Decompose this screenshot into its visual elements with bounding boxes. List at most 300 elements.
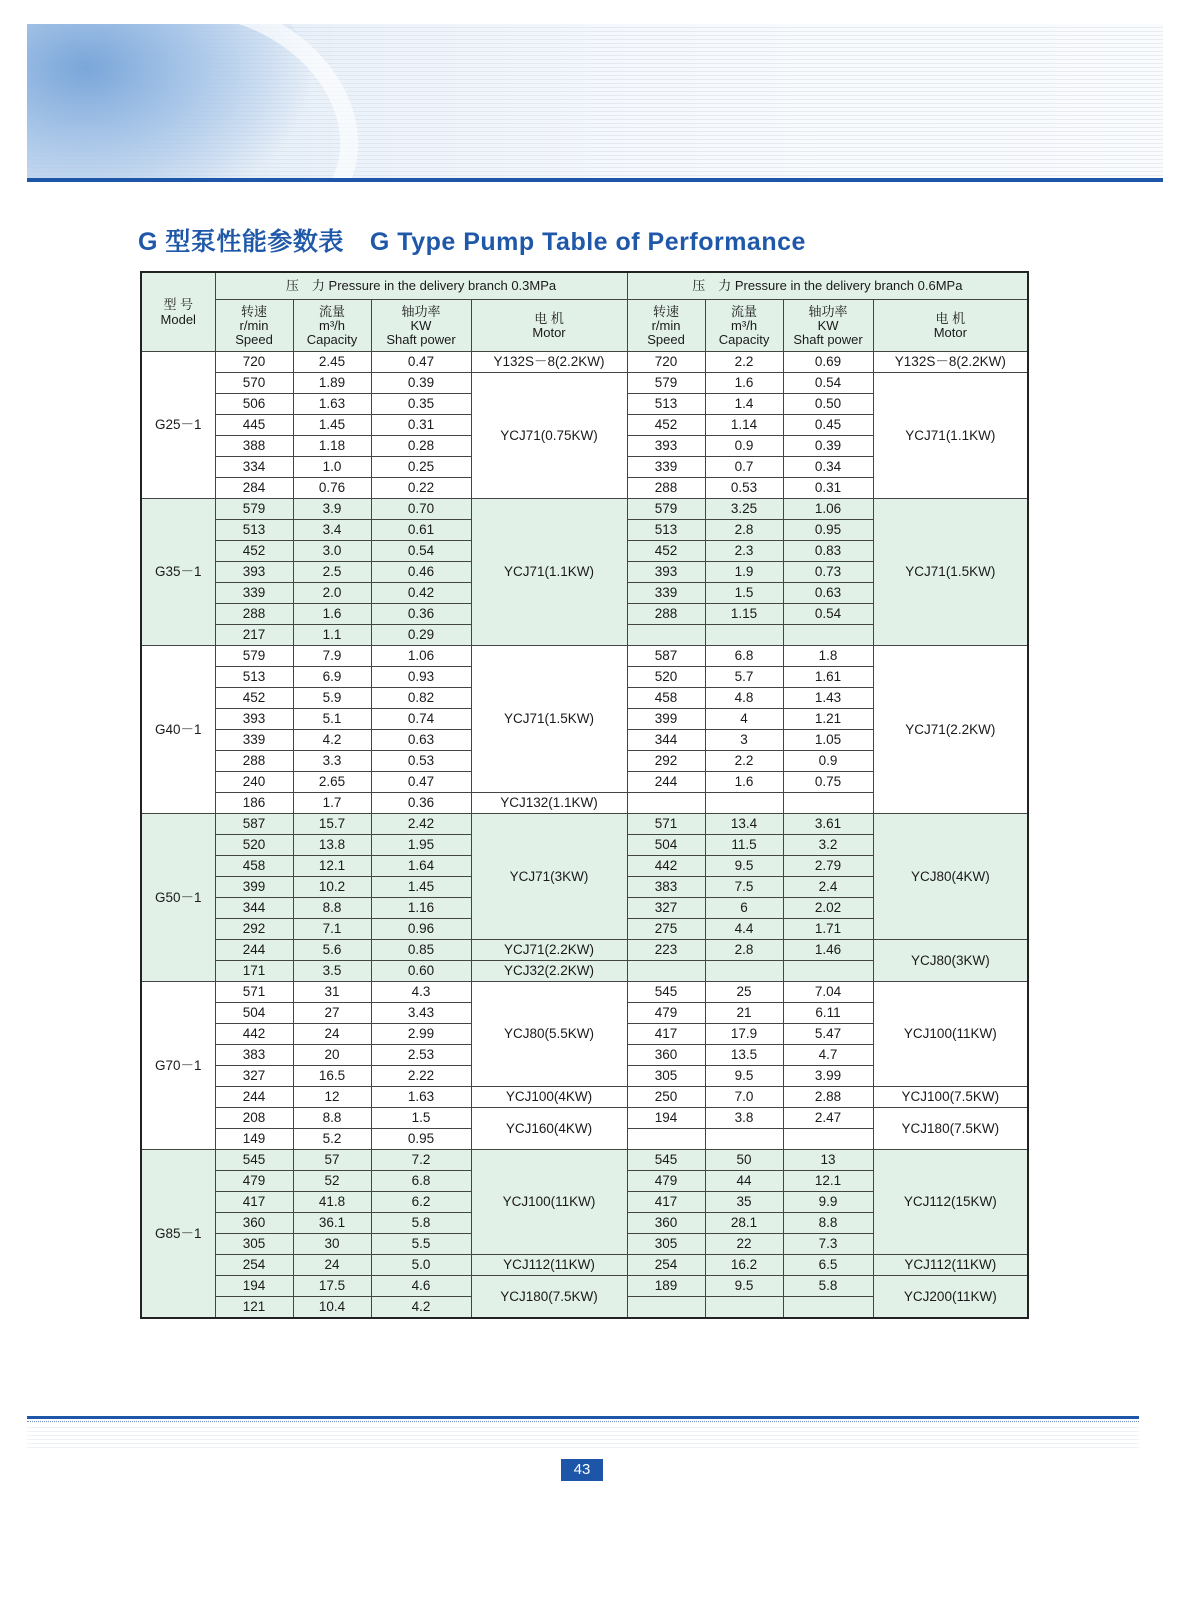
speed-cell: 240 [215,772,293,793]
capacity-cell: 6.9 [293,667,371,688]
capacity-cell: 3.5 [293,961,371,982]
speed-cell: 520 [215,835,293,856]
capacity-cell: 16.2 [705,1255,783,1276]
speed-cell: 442 [627,856,705,877]
capacity-cell: 17.9 [705,1024,783,1045]
speed-cell: 417 [627,1024,705,1045]
shaft-power-cell: 2.79 [783,856,873,877]
shaft-power-cell: 0.60 [371,961,471,982]
capacity-cell: 22 [705,1234,783,1255]
capacity-cell: 27 [293,1003,371,1024]
speed-cell: 393 [627,436,705,457]
capacity-cell [705,1129,783,1150]
shaft-power-cell: 1.16 [371,898,471,919]
speed-cell: 452 [215,541,293,562]
shaft-power-cell: 5.5 [371,1234,471,1255]
capacity-cell: 2.8 [705,520,783,541]
capacity-cell: 4.4 [705,919,783,940]
capacity-cell: 28.1 [705,1213,783,1234]
speed-cell: 393 [215,709,293,730]
shaft-power-cell: 0.54 [371,541,471,562]
shaft-power-cell: 4.7 [783,1045,873,1066]
speed-cell: 452 [215,688,293,709]
capacity-cell: 4.2 [293,730,371,751]
shaft-power-cell: 0.45 [783,415,873,436]
motor-cell: YCJ100(11KW) [471,1150,627,1255]
shaft-power-cell: 7.2 [371,1150,471,1171]
shaft-power-header: 轴功率 KW Shaft power [371,300,471,352]
shaft-power-cell: 0.31 [783,478,873,499]
speed-cell: 208 [215,1108,293,1129]
speed-cell: 360 [215,1213,293,1234]
motor-cell: YCJ132(1.1KW) [471,793,627,814]
pressure-header-03: 压 力 Pressure in the delivery branch 0.3MPa [215,272,627,300]
shaft-power-cell: 0.35 [371,394,471,415]
shaft-power-cell: 0.39 [783,436,873,457]
capacity-cell: 11.5 [705,835,783,856]
motor-cell: YCJ71(2.2KW) [471,940,627,961]
header-banner [27,24,1163,180]
motor-cell: YCJ200(11KW) [873,1276,1028,1319]
speed-cell: 339 [627,457,705,478]
shaft-power-cell: 2.4 [783,877,873,898]
footer-divider [27,1416,1139,1419]
speed-cell: 393 [627,562,705,583]
motor-cell: YCJ100(11KW) [873,982,1028,1087]
performance-table [140,271,1029,1319]
model-cell: G70－1 [141,982,215,1150]
model-cell: G25－1 [141,352,215,499]
motor-cell: YCJ71(3KW) [471,814,627,940]
pressure-header-06: 压 力 Pressure in the delivery branch 0.6MPa [627,272,1028,300]
speed-cell: 458 [627,688,705,709]
table-row [141,373,1028,394]
capacity-cell: 50 [705,1150,783,1171]
capacity-cell: 36.1 [293,1213,371,1234]
model-header [141,272,215,352]
capacity-cell: 1.18 [293,436,371,457]
capacity-cell: 1.7 [293,793,371,814]
capacity-cell [705,961,783,982]
shaft-power-cell: 0.22 [371,478,471,499]
shaft-power-cell: 0.29 [371,625,471,646]
speed-cell: 288 [627,604,705,625]
motor-header: 电 机 Motor [873,300,1028,352]
shaft-power-cell: 0.95 [371,1129,471,1150]
motor-cell: YCJ71(1.5KW) [873,499,1028,646]
shaft-power-cell: 0.83 [783,541,873,562]
speed-cell: 121 [215,1297,293,1319]
speed-cell: 579 [627,373,705,394]
shaft-power-cell: 1.71 [783,919,873,940]
speed-cell: 417 [215,1192,293,1213]
capacity-cell: 6.8 [705,646,783,667]
motor-header: 电 机 Motor [471,300,627,352]
capacity-cell: 25 [705,982,783,1003]
capacity-cell: 41.8 [293,1192,371,1213]
shaft-power-cell: 1.63 [371,1087,471,1108]
shaft-power-cell: 6.8 [371,1171,471,1192]
speed-cell: 189 [627,1276,705,1297]
speed-cell: 479 [627,1171,705,1192]
capacity-cell: 3.25 [705,499,783,520]
shaft-power-cell: 0.54 [783,604,873,625]
capacity-cell [705,1297,783,1319]
speed-cell: 254 [215,1255,293,1276]
shaft-power-cell: 0.70 [371,499,471,520]
speed-cell: 579 [627,499,705,520]
speed-header: 转速 r/min Speed [215,300,293,352]
speed-cell: 506 [215,394,293,415]
speed-cell: 442 [215,1024,293,1045]
capacity-cell: 1.1 [293,625,371,646]
speed-cell: 571 [215,982,293,1003]
shaft-power-cell [783,625,873,646]
shaft-power-cell: 4.6 [371,1276,471,1297]
shaft-power-cell: 0.63 [371,730,471,751]
speed-cell: 513 [627,394,705,415]
speed-cell: 388 [215,436,293,457]
shaft-power-cell: 1.21 [783,709,873,730]
speed-cell: 720 [627,352,705,373]
shaft-power-cell: 1.45 [371,877,471,898]
capacity-cell: 5.1 [293,709,371,730]
shaft-power-cell: 0.73 [783,562,873,583]
shaft-power-cell: 6.5 [783,1255,873,1276]
shaft-power-cell: 3.61 [783,814,873,835]
speed-cell: 452 [627,415,705,436]
capacity-cell: 31 [293,982,371,1003]
speed-cell: 545 [627,982,705,1003]
motor-cell: YCJ100(7.5KW) [873,1087,1028,1108]
speed-cell: 720 [215,352,293,373]
capacity-cell: 6 [705,898,783,919]
speed-cell [627,625,705,646]
speed-cell: 223 [627,940,705,961]
capacity-cell: 24 [293,1255,371,1276]
capacity-cell: 5.6 [293,940,371,961]
capacity-cell: 0.9 [705,436,783,457]
capacity-cell: 17.5 [293,1276,371,1297]
model-cell: G50－1 [141,814,215,982]
speed-cell: 339 [215,730,293,751]
speed-cell: 244 [627,772,705,793]
model-cell: G40－1 [141,646,215,814]
speed-cell: 417 [627,1192,705,1213]
capacity-cell: 1.6 [293,604,371,625]
shaft-power-cell: 7.3 [783,1234,873,1255]
table-row [141,352,1028,373]
capacity-cell: 2.5 [293,562,371,583]
speed-cell [627,1129,705,1150]
banner-divider [27,178,1163,182]
motor-cell: YCJ80(3KW) [873,940,1028,982]
capacity-cell: 1.5 [705,583,783,604]
table-row [141,982,1028,1003]
table-row [141,814,1028,835]
shaft-power-cell: 6.2 [371,1192,471,1213]
shaft-power-cell: 0.36 [371,604,471,625]
shaft-power-cell: 9.9 [783,1192,873,1213]
motor-cell: YCJ80(5.5KW) [471,982,627,1087]
speed-cell: 479 [627,1003,705,1024]
capacity-cell: 3.8 [705,1108,783,1129]
model-cell: G35－1 [141,499,215,646]
capacity-cell: 57 [293,1150,371,1171]
speed-cell: 513 [627,520,705,541]
speed-cell: 254 [627,1255,705,1276]
shaft-power-cell: 0.53 [371,751,471,772]
capacity-cell: 1.9 [705,562,783,583]
table-row [141,1255,1028,1276]
capacity-cell: 3.0 [293,541,371,562]
shaft-power-cell: 0.25 [371,457,471,478]
capacity-cell: 5.7 [705,667,783,688]
speed-cell: 244 [215,1087,293,1108]
shaft-power-cell: 5.8 [371,1213,471,1234]
speed-cell: 545 [627,1150,705,1171]
motor-cell: YCJ71(2.2KW) [873,646,1028,814]
capacity-cell: 5.2 [293,1129,371,1150]
capacity-cell: 8.8 [293,1108,371,1129]
capacity-cell: 24 [293,1024,371,1045]
speed-cell: 334 [215,457,293,478]
motor-cell: YCJ71(1.5KW) [471,646,627,793]
speed-cell: 579 [215,499,293,520]
speed-cell: 244 [215,940,293,961]
table-row [141,1276,1028,1297]
speed-cell: 587 [215,814,293,835]
shaft-power-cell: 0.96 [371,919,471,940]
shaft-power-cell: 0.39 [371,373,471,394]
speed-cell: 288 [215,751,293,772]
capacity-cell: 2.65 [293,772,371,793]
capacity-cell: 1.14 [705,415,783,436]
shaft-power-cell: 2.88 [783,1087,873,1108]
capacity-cell: 1.0 [293,457,371,478]
shaft-power-cell: 0.74 [371,709,471,730]
capacity-cell: 13.4 [705,814,783,835]
shaft-power-cell [783,961,873,982]
shaft-power-cell: 0.34 [783,457,873,478]
speed-cell: 452 [627,541,705,562]
speed-cell: 339 [215,583,293,604]
speed-cell: 360 [627,1045,705,1066]
table-row [141,1150,1028,1171]
speed-cell: 458 [215,856,293,877]
capacity-cell: 9.5 [705,1276,783,1297]
motor-cell: YCJ71(0.75KW) [471,373,627,499]
shaft-power-cell: 1.06 [783,499,873,520]
banner-arc-graphic [31,24,399,180]
capacity-cell: 2.45 [293,352,371,373]
shaft-power-cell: 2.47 [783,1108,873,1129]
shaft-power-cell: 2.53 [371,1045,471,1066]
shaft-power-cell: 1.43 [783,688,873,709]
capacity-cell: 1.63 [293,394,371,415]
speed-cell: 344 [627,730,705,751]
motor-cell: Y132S－8(2.2KW) [471,352,627,373]
shaft-power-cell: 0.75 [783,772,873,793]
speed-cell: 399 [215,877,293,898]
capacity-cell: 8.8 [293,898,371,919]
speed-cell: 194 [215,1276,293,1297]
shaft-power-cell: 4.2 [371,1297,471,1319]
motor-cell: YCJ32(2.2KW) [471,961,627,982]
capacity-cell: 9.5 [705,1066,783,1087]
capacity-cell: 1.15 [705,604,783,625]
shaft-power-cell: 0.9 [783,751,873,772]
motor-cell: YCJ100(4KW) [471,1087,627,1108]
capacity-cell [705,793,783,814]
capacity-cell: 3 [705,730,783,751]
capacity-cell: 13.8 [293,835,371,856]
capacity-cell: 1.4 [705,394,783,415]
speed-cell: 360 [627,1213,705,1234]
capacity-cell: 1.6 [705,772,783,793]
capacity-cell: 3.3 [293,751,371,772]
shaft-power-cell: 1.8 [783,646,873,667]
speed-cell: 288 [627,478,705,499]
motor-cell: YCJ180(7.5KW) [873,1108,1028,1150]
shaft-power-cell [783,1129,873,1150]
shaft-power-cell: 1.5 [371,1108,471,1129]
capacity-cell: 0.76 [293,478,371,499]
model-header-en: Model [160,312,196,327]
shaft-power-header: 轴功率 KW Shaft power [783,300,873,352]
shaft-power-cell: 3.43 [371,1003,471,1024]
capacity-cell: 7.0 [705,1087,783,1108]
shaft-power-cell: 0.47 [371,772,471,793]
capacity-cell: 7.1 [293,919,371,940]
shaft-power-cell: 3.99 [783,1066,873,1087]
capacity-cell: 0.7 [705,457,783,478]
speed-cell: 292 [627,751,705,772]
speed-cell: 284 [215,478,293,499]
page-number: 43 [561,1459,603,1481]
capacity-cell: 2.2 [705,751,783,772]
capacity-cell: 10.4 [293,1297,371,1319]
capacity-cell: 4 [705,709,783,730]
capacity-cell: 1.89 [293,373,371,394]
shaft-power-cell: 1.46 [783,940,873,961]
shaft-power-cell: 2.99 [371,1024,471,1045]
motor-cell: YCJ180(7.5KW) [471,1276,627,1319]
capacity-cell: 2.3 [705,541,783,562]
footer-dotted-line [27,1421,1139,1422]
speed-cell: 571 [627,814,705,835]
capacity-cell: 7.9 [293,646,371,667]
table-row [141,1087,1028,1108]
speed-cell: 305 [627,1234,705,1255]
capacity-cell: 1.6 [705,373,783,394]
shaft-power-cell: 0.28 [371,436,471,457]
capacity-cell: 13.5 [705,1045,783,1066]
shaft-power-cell: 1.05 [783,730,873,751]
shaft-power-cell: 2.02 [783,898,873,919]
shaft-power-cell: 0.47 [371,352,471,373]
shaft-power-cell: 0.54 [783,373,873,394]
speed-cell: 288 [215,604,293,625]
shaft-power-cell: 1.95 [371,835,471,856]
speed-cell: 570 [215,373,293,394]
capacity-cell: 4.8 [705,688,783,709]
page-title [138,222,832,258]
speed-cell: 587 [627,646,705,667]
capacity-cell: 5.9 [293,688,371,709]
shaft-power-cell: 0.63 [783,583,873,604]
shaft-power-cell: 0.50 [783,394,873,415]
capacity-cell: 2.8 [705,940,783,961]
speed-cell: 513 [215,667,293,688]
speed-cell: 217 [215,625,293,646]
shaft-power-cell [783,793,873,814]
capacity-cell: 15.7 [293,814,371,835]
table-row [141,499,1028,520]
speed-cell: 383 [215,1045,293,1066]
motor-cell: YCJ80(4KW) [873,814,1028,940]
shaft-power-cell: 1.64 [371,856,471,877]
capacity-cell: 21 [705,1003,783,1024]
model-header-cn: 型 号 [163,297,194,312]
capacity-header: 流量 m³/h Capacity [705,300,783,352]
shaft-power-cell: 0.31 [371,415,471,436]
table-row [141,646,1028,667]
capacity-cell: 9.5 [705,856,783,877]
capacity-cell: 2.0 [293,583,371,604]
shaft-power-cell: 7.04 [783,982,873,1003]
capacity-cell: 3.9 [293,499,371,520]
speed-cell [627,961,705,982]
shaft-power-cell: 4.3 [371,982,471,1003]
speed-cell: 504 [627,835,705,856]
shaft-power-cell: 0.93 [371,667,471,688]
speed-cell: 149 [215,1129,293,1150]
speed-cell: 327 [627,898,705,919]
shaft-power-cell: 5.8 [783,1276,873,1297]
capacity-cell: 12.1 [293,856,371,877]
capacity-cell: 2.2 [705,352,783,373]
shaft-power-cell: 6.11 [783,1003,873,1024]
shaft-power-cell: 5.0 [371,1255,471,1276]
capacity-cell: 12 [293,1087,371,1108]
motor-cell: YCJ71(1.1KW) [873,373,1028,499]
speed-cell: 305 [627,1066,705,1087]
capacity-cell: 7.5 [705,877,783,898]
capacity-cell: 20 [293,1045,371,1066]
speed-cell: 186 [215,793,293,814]
speed-cell: 579 [215,646,293,667]
capacity-cell: 0.53 [705,478,783,499]
speed-cell [627,1297,705,1319]
table-row [141,940,1028,961]
motor-cell: YCJ112(11KW) [471,1255,627,1276]
shaft-power-cell: 0.85 [371,940,471,961]
speed-cell: 504 [215,1003,293,1024]
shaft-power-cell: 2.22 [371,1066,471,1087]
shaft-power-cell [783,1297,873,1319]
shaft-power-cell: 0.61 [371,520,471,541]
page-title-en: G Type Pump Table of Performance [369,228,806,256]
footer-band [27,1424,1139,1448]
speed-cell: 545 [215,1150,293,1171]
shaft-power-cell: 3.2 [783,835,873,856]
motor-cell: Y132S－8(2.2KW) [873,352,1028,373]
speed-cell: 445 [215,415,293,436]
speed-cell: 339 [627,583,705,604]
capacity-cell: 3.4 [293,520,371,541]
speed-cell: 292 [215,919,293,940]
